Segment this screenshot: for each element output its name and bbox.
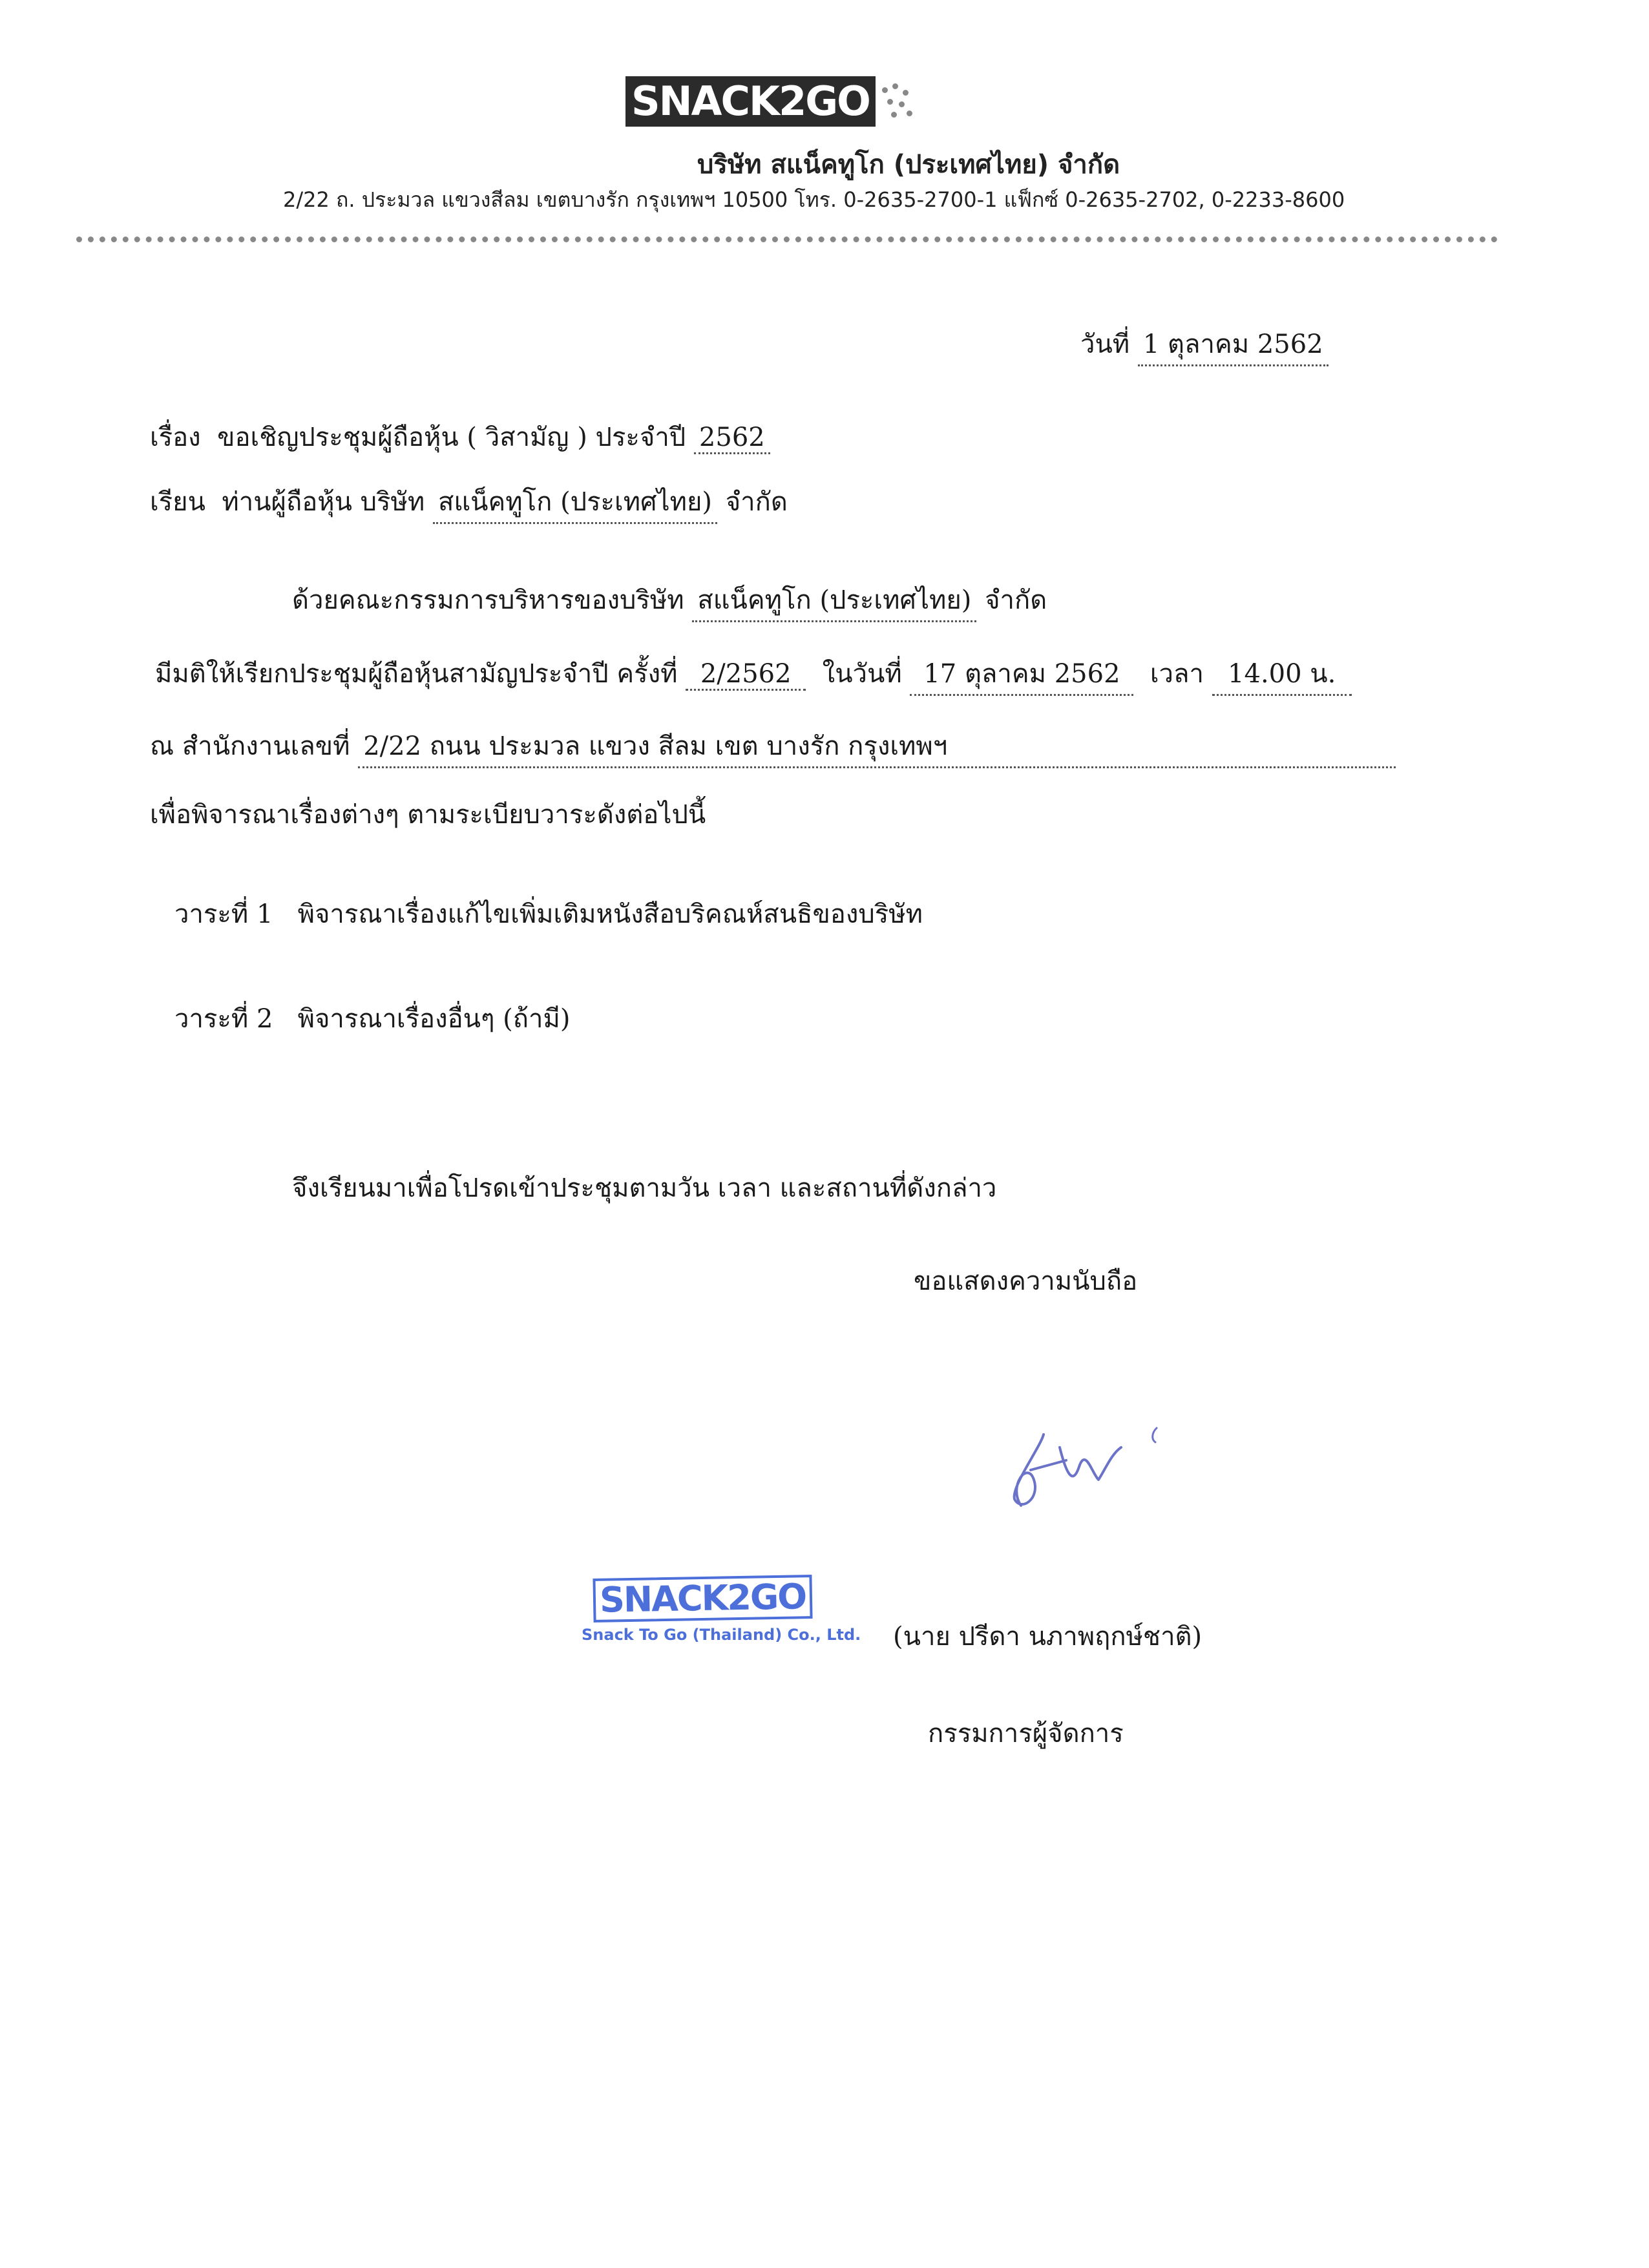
letterhead-divider (76, 236, 1498, 242)
company-logo (625, 76, 913, 127)
body-line-3-prefix: ณ สำนักงานเลขที่ (150, 731, 350, 761)
signer-name: (นาย ปรีดา นภาพฤกษ์ชาติ) (893, 1622, 1203, 1652)
body-line-1-company: สแน็คทูโก (ประเทศไทย) (692, 579, 976, 622)
recipient-suffix: จำกัด (725, 487, 788, 517)
agenda-text: พิจารณาเรื่องแก้ไขเพิ่มเติมหนังสือบริคณห์สนธิของบริษัท (297, 899, 923, 929)
body-line-2-prefix: มีมติให้เรียกประชุมผู้ถือหุ้นสามัญประจำปี ครั้งที่ (155, 659, 678, 689)
signature (982, 1409, 1189, 1525)
meeting-date-label: ในวันที่ (822, 659, 902, 689)
closing-invite: จึงเรียนมาเพื่อโปรดเข้าประชุมตามวัน เวลา และสถานที่ดังกล่าว (292, 1173, 997, 1203)
stamp-logo: SNACK2GO (593, 1575, 812, 1622)
meeting-time-label: เวลา (1150, 659, 1204, 689)
logo-dots-icon (879, 82, 913, 121)
body-line-3 (150, 725, 1396, 768)
body-line-2 (155, 653, 1352, 696)
company-name: บริษัท สแน็คทูโก (ประเทศไทย) จำกัด (697, 150, 1120, 180)
meeting-number: 2/2562 (686, 659, 806, 691)
agenda-label: วาระที่ 1 (174, 899, 273, 929)
body-line-1-prefix: ด้วยคณะกรรมการบริหารของบริษัท (292, 585, 684, 615)
subject-year: 2562 (694, 423, 770, 454)
stamp-subtext: Snack To Go (Thailand) Co., Ltd. (582, 1626, 861, 1644)
recipient-text: ท่านผู้ถือหุ้น บริษัท (222, 487, 425, 517)
agenda-item-1 (174, 893, 923, 934)
date-value: 1 ตุลาคม 2562 (1138, 323, 1329, 366)
meeting-place: 2/22 ถนน ประมวล แขวง สีลม เขต บางรัก กรุงเทพฯ (358, 725, 1396, 768)
body-line-4: เพื่อพิจารณาเรื่องต่างๆ ตามระเบียบวาระดังต่อไปนี้ (150, 800, 706, 830)
subject-label: เรื่อง (150, 423, 201, 452)
meeting-date: 17 ตุลาคม 2562 (910, 653, 1133, 696)
subject-text: ขอเชิญประชุมผู้ถือหุ้น ( วิสามัญ ) ประจำปี (217, 423, 686, 452)
date-label: วันที่ (1080, 330, 1130, 359)
recipient-company: สแน็คทูโก (ประเทศไทย) (433, 481, 717, 524)
body-line-1-suffix: จำกัด (985, 585, 1047, 615)
meeting-time: 14.00 น. (1212, 653, 1352, 696)
recipient-label: เรียน (150, 487, 205, 517)
signer-title: กรรมการผู้จัดการ (928, 1719, 1124, 1748)
letter-date (1080, 323, 1329, 366)
agenda-text: พิจารณาเรื่องอื่นๆ (ถ้ามี) (297, 1004, 571, 1034)
agenda-item-2 (174, 998, 570, 1039)
closing-regards: ขอแสดงความนับถือ (914, 1266, 1138, 1296)
logo-wordmark: SNACK2GO (625, 76, 876, 127)
body-line-1 (292, 579, 1047, 622)
company-address: 2/22 ถ. ประมวล แขวงสีลม เขตบางรัก กรุงเทพฯ 10500 โทร. 0-2635-2700-1 แฟ็กซ์ 0-2635-2702, 0-2233-8600 (283, 187, 1345, 212)
subject-line (150, 416, 770, 457)
recipient-line (150, 481, 788, 524)
agenda-label: วาระที่ 2 (174, 1004, 273, 1034)
company-stamp (582, 1577, 879, 1648)
